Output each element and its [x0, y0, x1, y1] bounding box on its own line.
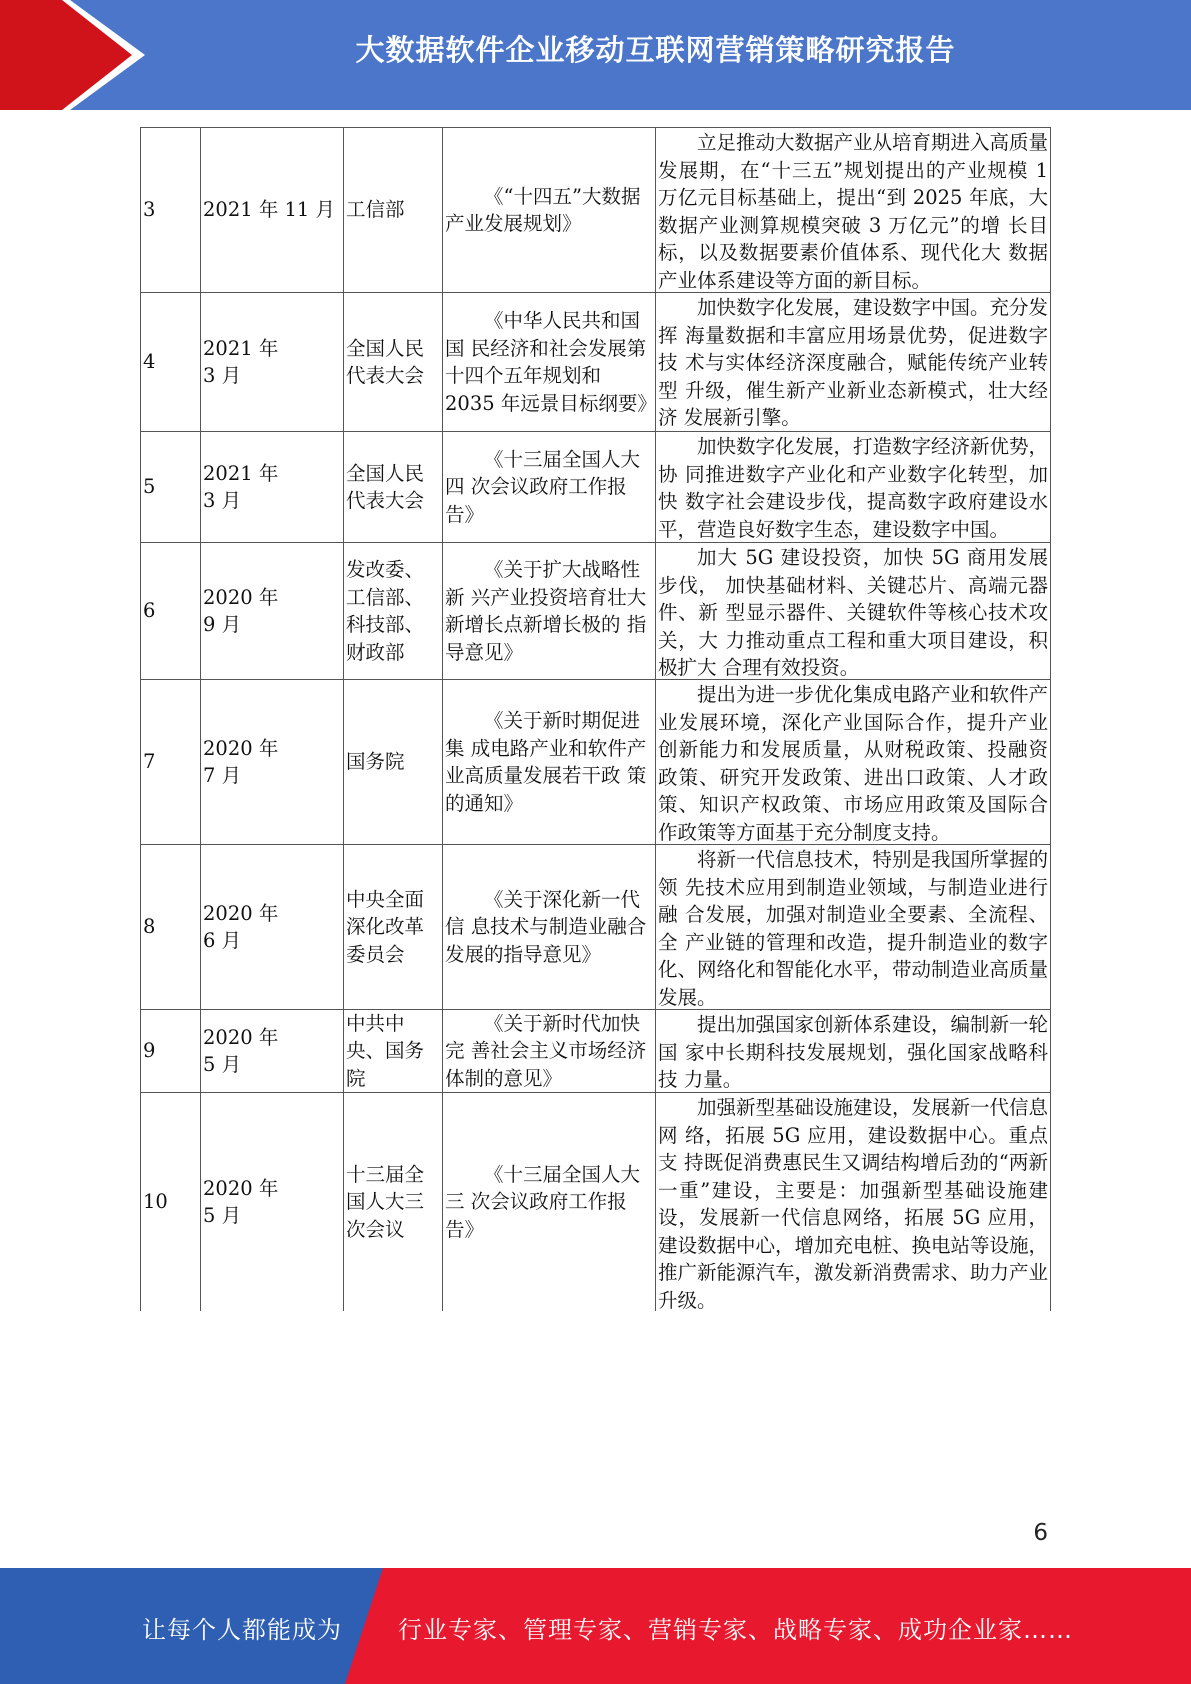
footer-slogan-right: 行业专家、管理专家、营销专家、战略专家、成功企业家…… [398, 1616, 1073, 1644]
policy-document-title [442, 1093, 655, 1311]
issuing-department-line: 代表大会 [346, 489, 425, 512]
policy-description [655, 680, 1051, 844]
release-date [200, 432, 343, 542]
release-date [200, 845, 343, 1009]
policy-description-text: 加快数字化发展，打造数字经济新优势，协 同推进数字产业化和产业数字化转型，加快 数字社会建设步伐，提高数字政府建设水平，营造良好数字生态，建设数字中国。 [658, 435, 1049, 541]
table-row [140, 431, 1051, 542]
table-row [140, 679, 1051, 844]
table-row [140, 844, 1051, 1009]
policy-description-text: 加大 5G 建设投资，加快 5G 商用发展步伐， 加快基础材料、关键芯片、高端元器件、新 型显示器件、关键软件等核心技术攻关，大 力推动重点工程和重大项目建设，积极扩大 合理有效投资。 [658, 546, 1048, 679]
page-number: 6 [1033, 1520, 1048, 1546]
release-date-line: 2020 年 [203, 1025, 279, 1049]
issuing-department-line: 国人大三 [346, 1190, 425, 1214]
issuing-department-line: 发改委、 [346, 558, 425, 581]
issuing-department-line: 十三届全 [346, 1162, 425, 1186]
policy-description [655, 1093, 1051, 1311]
row-number: 3 [140, 128, 200, 292]
release-date-line: 3 月 [203, 489, 242, 512]
release-date [200, 1093, 343, 1311]
footer-slogan-left: 让每个人都能成为 [142, 1616, 342, 1644]
release-date-line: 6 月 [203, 929, 242, 952]
release-date-line: 5 月 [203, 1204, 242, 1227]
issuing-department-line: 国务院 [346, 750, 405, 774]
policy-document-title [442, 432, 655, 542]
issuing-department-line: 科技部、 [346, 613, 425, 636]
release-date [200, 543, 343, 679]
issuing-department [343, 845, 442, 1009]
issuing-department [343, 680, 442, 844]
release-date [200, 680, 343, 844]
row-number: 10 [140, 1093, 200, 1311]
release-date-line: 2021 年 [203, 461, 279, 485]
policy-document-title [442, 543, 655, 679]
policy-document-text: 《十三届全国人大三 次会议政府工作报告》 [445, 1162, 641, 1241]
issuing-department [343, 128, 442, 292]
issuing-department-line: 财政部 [346, 640, 405, 664]
release-date-line: 5 月 [203, 1053, 242, 1076]
issuing-department [343, 1010, 442, 1092]
policy-document-title [442, 680, 655, 844]
table-row [140, 1092, 1051, 1311]
policy-table [140, 127, 1051, 1311]
release-date-line: 7 月 [203, 764, 242, 787]
issuing-department-line: 中共中 [346, 1011, 405, 1035]
page-header [0, 0, 1191, 110]
issuing-department [343, 432, 442, 542]
policy-document-text: 《“十四五”大数据 产业发展规划》 [445, 184, 641, 235]
policy-document-title [442, 1010, 655, 1092]
policy-description-text: 立足推动大数据产业从培育期进入高质量 发展期，在“十三五”规划提出的产业规模 1 万亿元目标基础上，提出“到 2025 年底，大数据产业测算规模突破 3 万亿元”的增 长目标，以及数据要素价值体系、现代化大 数据产业体系建设等方面的新目标。 [658, 131, 1049, 292]
policy-document-text: 《关于新时代加快完 善社会主义市场经济体制的意见》 [445, 1011, 647, 1090]
issuing-department [343, 543, 442, 679]
row-number: 9 [140, 1010, 200, 1092]
release-date-line: 9 月 [203, 613, 242, 636]
release-date-line: 3 月 [203, 364, 242, 387]
policy-document-title [442, 128, 655, 292]
release-date-line: 2020 年 [203, 585, 279, 609]
issuing-department-line: 院 [346, 1066, 366, 1090]
issuing-department [343, 293, 442, 431]
release-date [200, 293, 343, 431]
row-number: 8 [140, 845, 200, 1009]
table-row [140, 127, 1051, 292]
release-date-line: 2020 年 [203, 1176, 279, 1200]
row-number: 4 [140, 293, 200, 431]
policy-description-text: 加强新型基础设施建设，发展新一代信息网 络，拓展 5G 应用，建设数据中心。重点支 持既促消费惠民生又调结构增后劲的“两新一重”建设，主要是：加强新型基础设施建设，发展新一代信息网络，拓展 5G 应用，建设数据中心，增加充电桩、换电站等设施，推广新能源汽车，激发新消费需求、助力产业升级。 [658, 1096, 1049, 1312]
issuing-department-line: 央、国务 [346, 1039, 425, 1063]
policy-document-title [442, 845, 655, 1009]
policy-description [655, 543, 1051, 679]
issuing-department [343, 1093, 442, 1311]
policy-document-text: 《中华人民共和国国 民经济和社会发展第十四个五年规划和 2035 年远景目标纲要》 [445, 309, 657, 415]
issuing-department-line: 中央全面 [346, 887, 425, 911]
release-date-line: 2021 年 [203, 336, 279, 360]
issuing-department-line: 深化改革 [346, 915, 425, 939]
policy-description-text: 加快数字化发展，建设数字中国。充分发挥 海量数据和丰富应用场景优势，促进数字技 术与实体经济深度融合，赋能传统产业转型 升级，催生新产业新业态新模式，壮大经济 发展新引擎。 [658, 296, 1049, 429]
release-date [200, 128, 343, 292]
issuing-department-line: 全国人民 [346, 461, 425, 485]
release-date [200, 1010, 343, 1092]
policy-description-text: 将新一代信息技术，特别是我国所掌握的领 先技术应用到制造业领域，与制造业进行融 合发展，加强对制造业全要素、全流程、全 产业链的管理和改造，提升制造业的数字化、网络化和智能化水平，带动制造业高质量发展。 [658, 848, 1049, 1009]
issuing-department-line: 委员会 [346, 942, 405, 966]
policy-description [655, 128, 1051, 292]
row-number: 6 [140, 543, 200, 679]
policy-description [655, 1010, 1051, 1092]
issuing-department-line: 次会议 [346, 1217, 405, 1241]
policy-document-text: 《关于新时期促进集 成电路产业和软件产业高质量发展若干政 策的通知》 [445, 709, 647, 815]
row-number: 7 [140, 680, 200, 844]
table-row [140, 1009, 1051, 1092]
policy-document-text: 《十三届全国人大四 次会议政府工作报告》 [445, 447, 641, 526]
issuing-department-line: 代表大会 [346, 364, 425, 387]
policy-document-text: 《关于深化新一代信 息技术与制造业融合发展的指导意见》 [445, 887, 647, 966]
issuing-department-line: 工信部 [346, 198, 405, 222]
policy-description [655, 432, 1051, 542]
release-date-line: 2021 年 11 月 [203, 198, 336, 222]
row-number: 5 [140, 432, 200, 542]
policy-document-title [442, 293, 655, 431]
release-date-line: 2020 年 [203, 736, 279, 760]
issuing-department-line: 工信部、 [346, 585, 425, 609]
policy-description [655, 293, 1051, 431]
policy-description-text: 提出为进一步优化集成电路产业和软件产 业发展环境，深化产业国际合作，提升产业 创新能力和发展质量，从财税政策、投融资 政策、研究开发政策、进出口政策、人才政 策、知识产权政策、市场应用政策及国际合 作政策等方面基于充分制度支持。 [658, 683, 1049, 844]
release-date-line: 2020 年 [203, 901, 279, 925]
policy-document-text: 《关于扩大战略性新 兴产业投资培育壮大新增长点新增长极的 指导意见》 [445, 558, 647, 664]
policy-description-text: 提出加强国家创新体系建设，编制新一轮国 家中长期科技发展规划，强化国家战略科技 力量。 [658, 1013, 1049, 1091]
table-row [140, 292, 1051, 431]
page-title: 大数据软件企业移动互联网营销策略研究报告 [355, 33, 956, 67]
policy-description [655, 845, 1051, 1009]
page-footer [0, 1568, 1191, 1684]
table-row [140, 542, 1051, 679]
issuing-department-line: 全国人民 [346, 336, 425, 360]
